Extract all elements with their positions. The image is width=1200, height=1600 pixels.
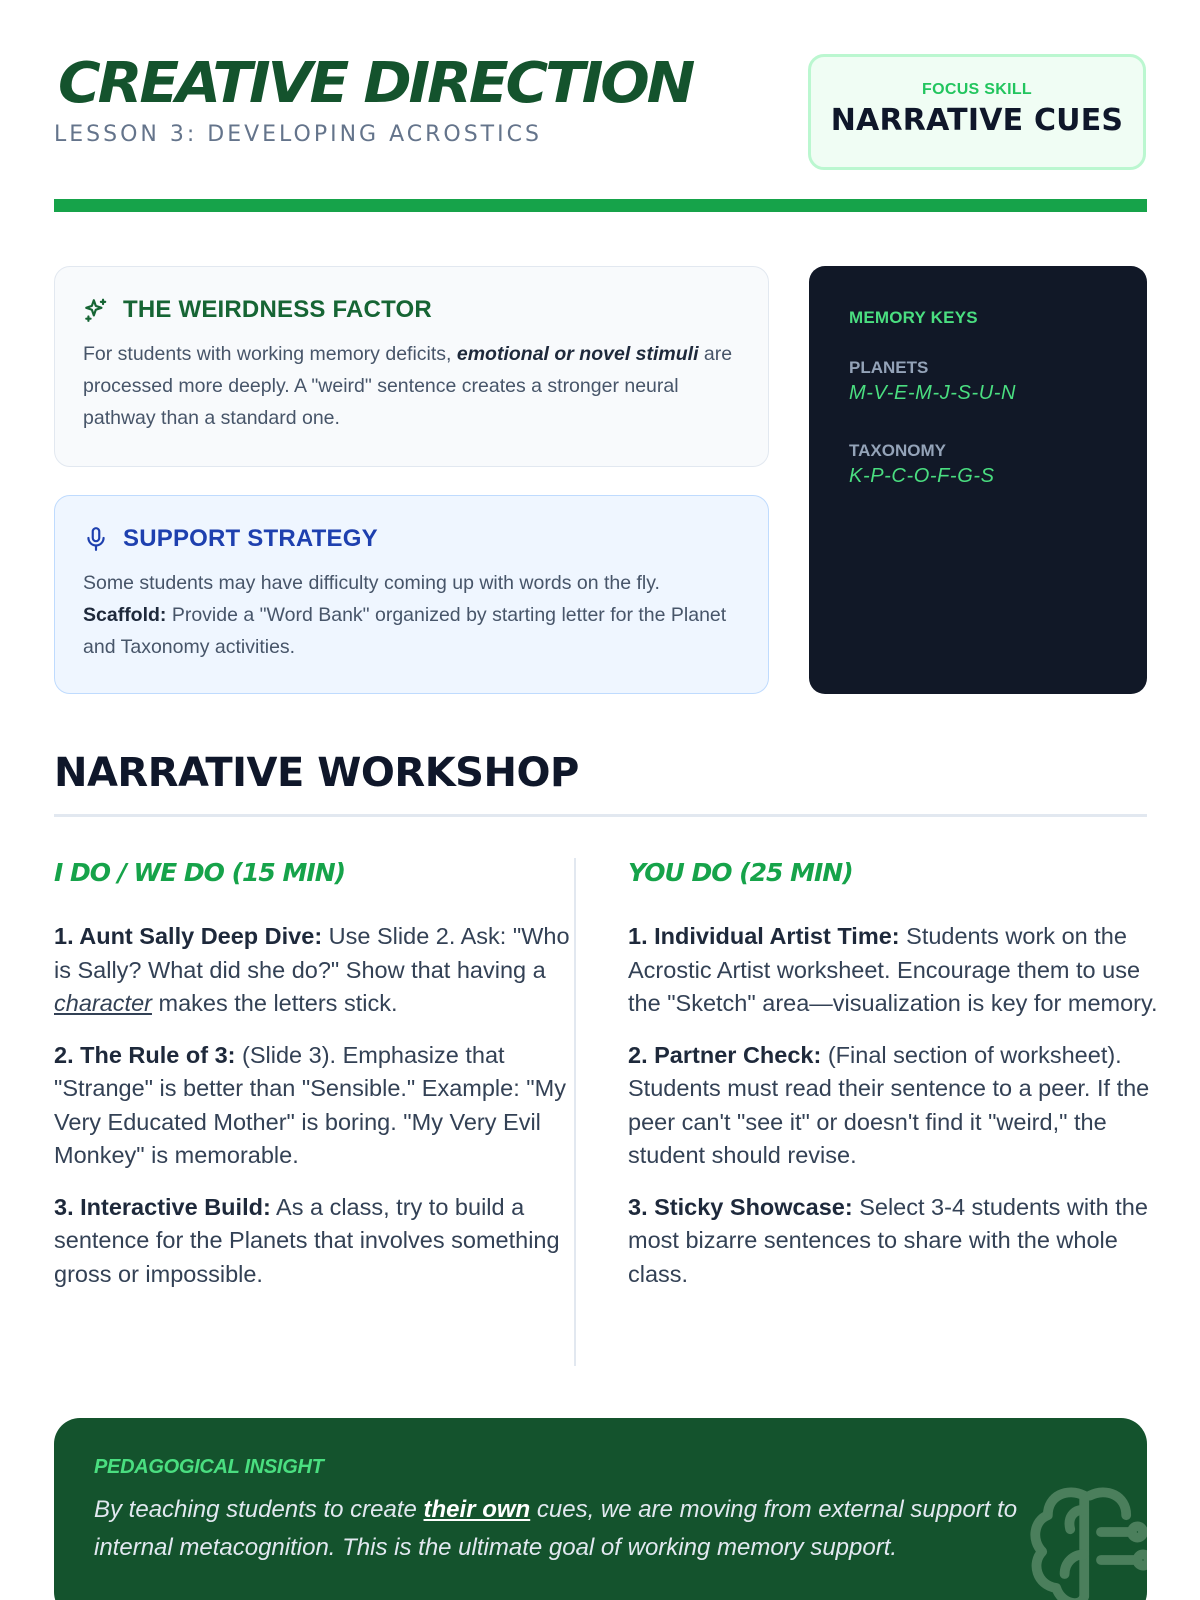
memory-key-value: K-P-C-O-F-G-S <box>849 465 995 487</box>
memory-keys-panel <box>809 266 1147 694</box>
memory-key-planets <box>849 358 1107 405</box>
support-strategy-card <box>54 495 769 694</box>
you-do-column <box>628 858 1158 1291</box>
microphone-icon <box>83 526 109 552</box>
weirdness-emphasis: emotional or novel stimuli <box>456 343 699 365</box>
i-do-we-do-column <box>54 858 579 1291</box>
workshop-step: 2. Partner Check: (Final section of worksheet). Students must read their sentence to a peer. If the peer can't "see it" or doesn't find it "weird," the student should revise. <box>628 1041 1150 1168</box>
memory-key-name: TAXONOMY <box>849 441 946 460</box>
workshop-step: 1. Individual Artist Time: Students work on the Acrostic Artist worksheet. Encourage them to use the "Sketch" area—visualization is key for memory. <box>628 923 1158 1016</box>
focus-skill-label: FOCUS SKILL <box>922 81 1032 98</box>
pedagogical-insight-banner <box>54 1418 1147 1600</box>
memory-keys-label: MEMORY KEYS <box>849 308 978 327</box>
workshop-divider <box>54 814 1147 817</box>
focus-skill-box <box>808 54 1146 170</box>
weirdness-card-title: THE WEIRDNESS FACTOR <box>123 296 432 323</box>
lesson-subtitle: LESSON 3: DEVELOPING ACROSTICS <box>54 122 542 147</box>
workshop-step: 1. Aunt Sally Deep Dive: Use Slide 2. Ask: "Who is Sally? What did she do?" Show that having a character makes the letters stick. <box>54 923 570 1016</box>
memory-key-name: PLANETS <box>849 358 929 377</box>
focus-skill-value: NARRATIVE CUES <box>830 103 1124 138</box>
character-emphasis: character <box>54 990 152 1016</box>
workshop-title: NARRATIVE WORKSHOP <box>54 750 579 796</box>
column-title: I DO / WE DO (15 MIN) <box>54 858 346 887</box>
weirdness-factor-card <box>54 266 769 467</box>
workshop-step: 3. Sticky Showcase: Select 3-4 students with the most bizarre sentences to share with the whole class. <box>628 1193 1148 1287</box>
insight-label: PEDAGOGICAL INSIGHT <box>94 1456 324 1478</box>
workshop-step: 3. Interactive Build: As a class, try to build a sentence for the Planets that involves something gross or impossible. <box>54 1193 560 1287</box>
sparkles-icon <box>83 297 109 323</box>
memory-key-taxonomy <box>849 441 1107 488</box>
support-card-text: Some students may have difficulty coming up with words on the fly. Scaffold: Provide a "Word Bank" organized by starting letter for the Planet and Taxonomy activities. <box>83 572 727 658</box>
column-divider <box>574 858 576 1366</box>
memory-key-value: M-V-E-M-J-S-U-N <box>849 382 1017 404</box>
column-title: YOU DO (25 MIN) <box>628 858 853 887</box>
insight-text: By teaching students to create their own cues, we are moving from external support to internal metacognition. This is the ultimate goal of working memory support. <box>94 1496 1018 1561</box>
support-card-title: SUPPORT STRATEGY <box>123 525 378 552</box>
weirdness-card-header <box>83 295 740 325</box>
scaffold-label: Scaffold: <box>83 604 167 626</box>
page-header <box>54 52 1146 172</box>
support-card-header <box>83 524 740 554</box>
insight-emphasis: their own <box>423 1496 531 1523</box>
weirdness-card-text: For students with working memory deficits, emotional or novel stimuli are processed more deeply. A "weird" sentence creates a stronger neural pathway than a standard one. <box>83 343 733 429</box>
header-divider <box>54 199 1147 212</box>
workshop-step: 2. The Rule of 3: (Slide 3). Emphasize that "Strange" is better than "Sensible." Example: "My Very Educated Mother" is boring. "My Very Evil Monkey" is memorable. <box>54 1041 566 1168</box>
page-title: CREATIVE DIRECTION <box>58 51 693 116</box>
